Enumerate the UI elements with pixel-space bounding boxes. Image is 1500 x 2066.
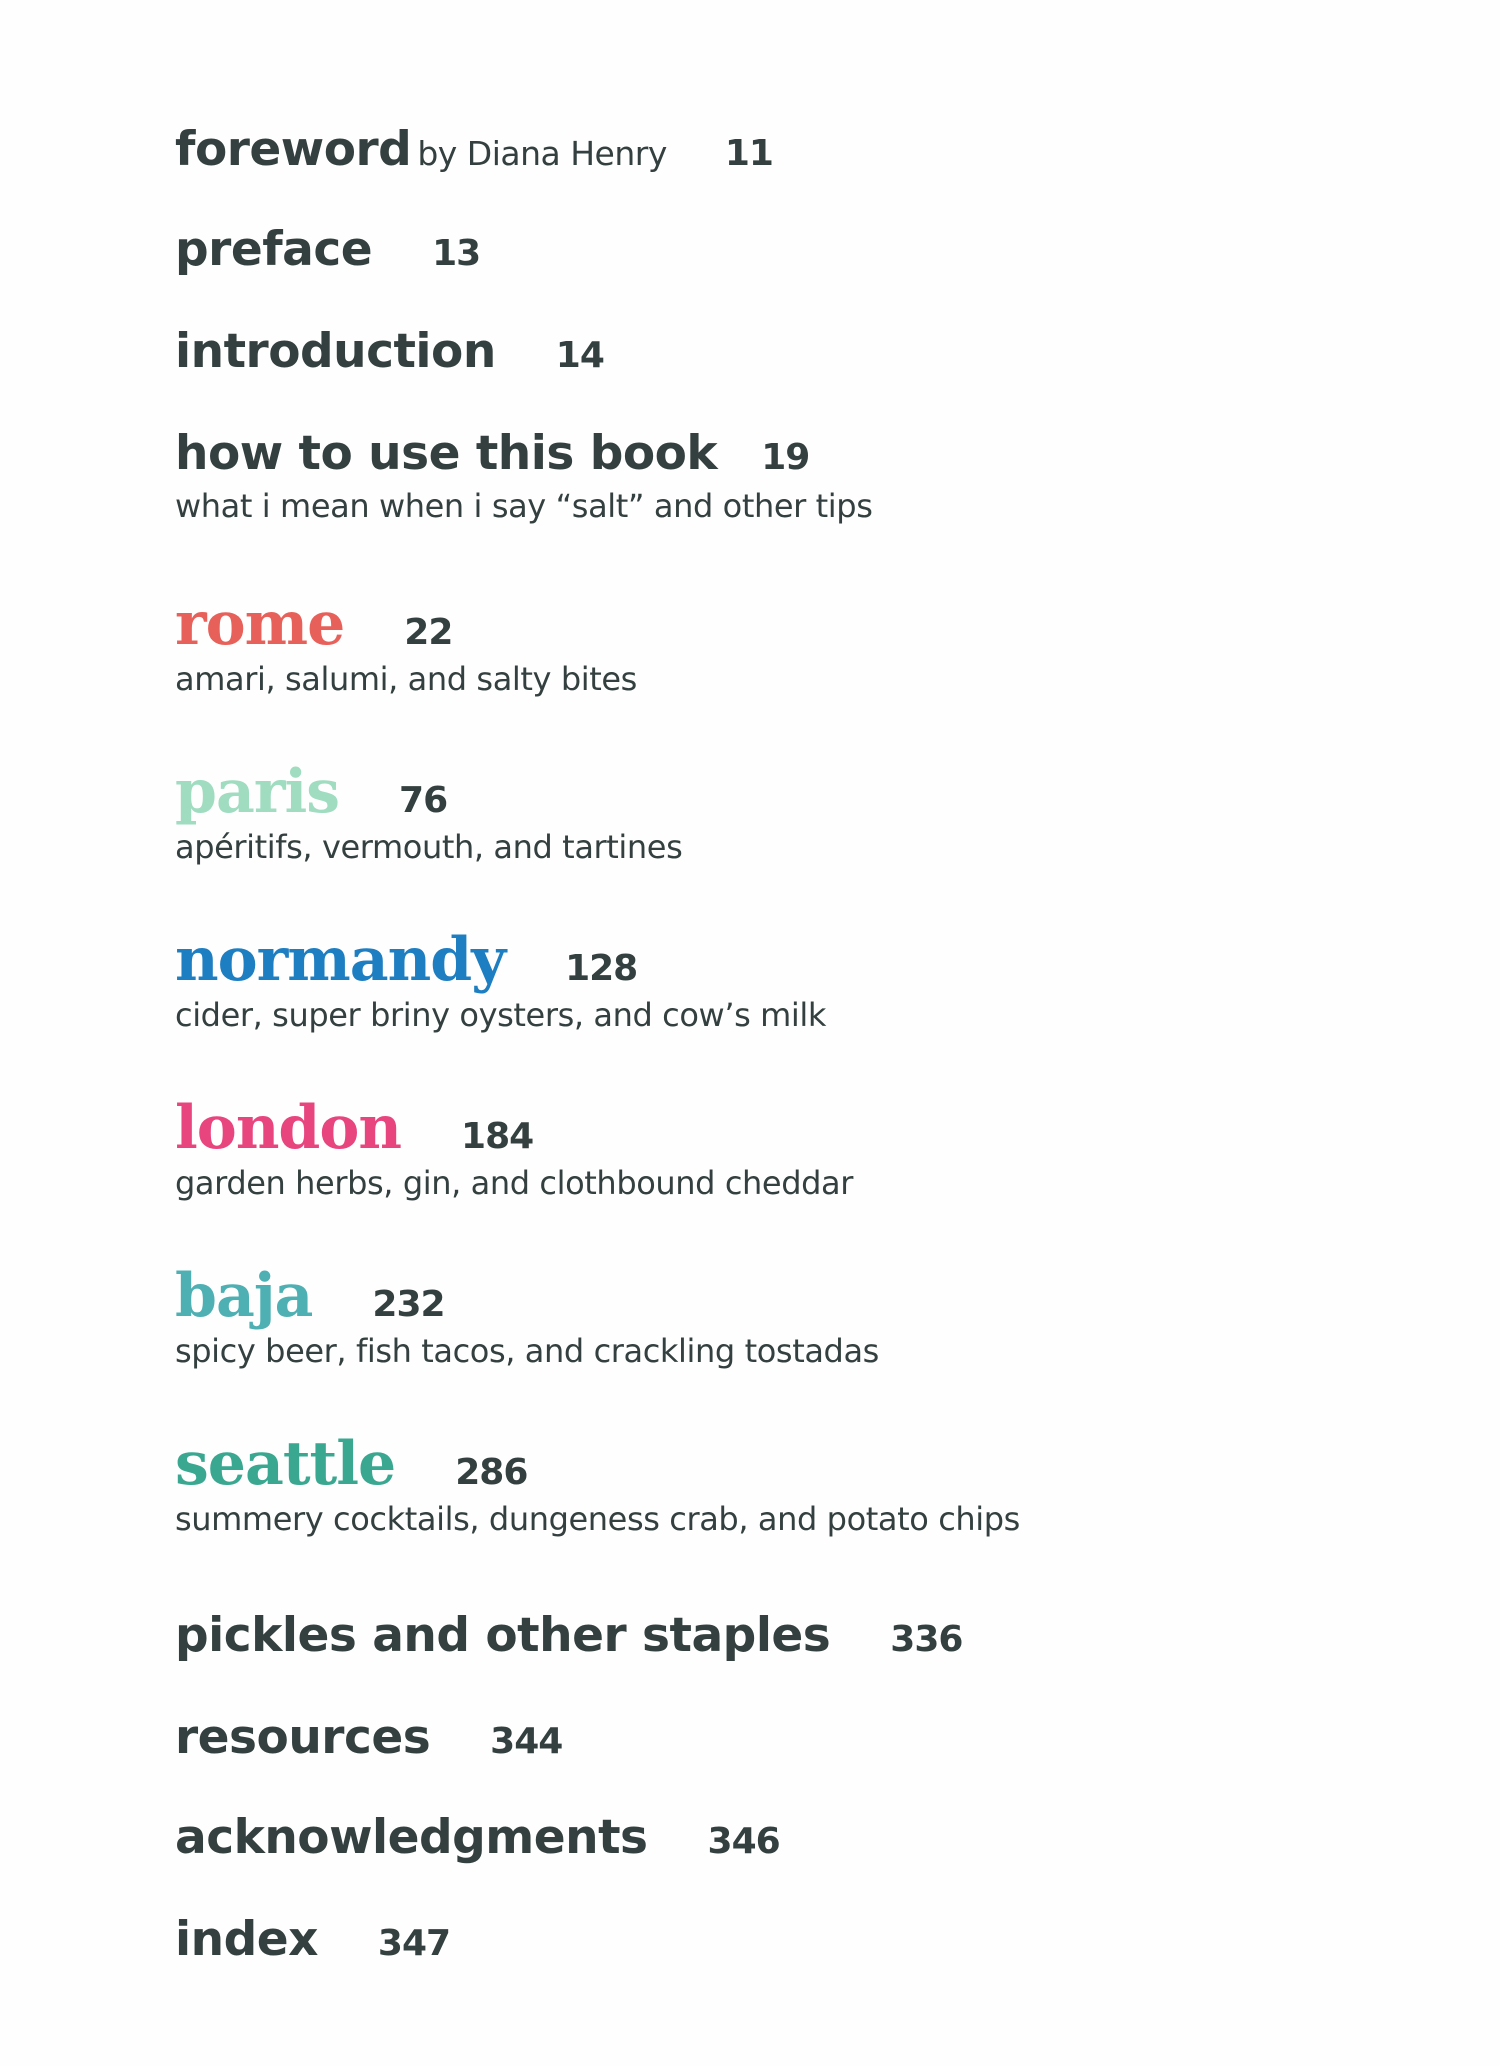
toc-title: index xyxy=(175,1912,318,1967)
toc-title: rome xyxy=(175,589,345,659)
toc-subtitle: what i mean when i say “salt” and other tips xyxy=(175,487,873,525)
toc-title: seattle xyxy=(175,1429,396,1499)
toc-title: baja xyxy=(175,1261,313,1331)
toc-page-number: 13 xyxy=(432,233,481,274)
toc-entry-introduction[interactable] xyxy=(175,324,604,379)
toc-entry-normandy[interactable] xyxy=(175,925,827,1034)
toc-subtitle: amari, salumi, and salty bites xyxy=(175,660,637,698)
toc-title: resources xyxy=(175,1710,431,1765)
toc-entry-preface[interactable] xyxy=(175,222,480,277)
toc-title: preface xyxy=(175,222,373,277)
toc-entry-index[interactable] xyxy=(175,1912,450,1967)
toc-entry-london[interactable] xyxy=(175,1093,854,1202)
toc-entry-foreword[interactable] xyxy=(175,122,773,177)
toc-subtitle: summery cocktails, dungeness crab, and potato chips xyxy=(175,1500,1020,1538)
toc-page-number: 344 xyxy=(490,1721,563,1762)
toc-entry-paris[interactable] xyxy=(175,757,683,866)
toc-title: london xyxy=(175,1093,402,1163)
toc-title: foreword xyxy=(175,122,412,177)
toc-title: how to use this book xyxy=(175,426,718,481)
toc-title: introduction xyxy=(175,324,496,379)
toc-page-number: 336 xyxy=(890,1619,963,1660)
toc-page-number: 11 xyxy=(724,133,773,174)
toc-entry-seattle[interactable] xyxy=(175,1429,1020,1538)
toc-title: normandy xyxy=(175,925,506,995)
toc-page-number: 128 xyxy=(565,948,638,989)
toc-title: pickles and other staples xyxy=(175,1608,831,1663)
toc-entry-rome[interactable] xyxy=(175,589,637,698)
toc-page-number: 286 xyxy=(455,1452,528,1493)
toc-page-number: 76 xyxy=(399,780,448,821)
toc-entry-how-to-use[interactable] xyxy=(175,426,872,525)
toc-entry-resources[interactable] xyxy=(175,1710,562,1765)
toc-subtitle: cider, super briny oysters, and cow’s milk xyxy=(175,996,827,1034)
toc-title: paris xyxy=(175,757,340,827)
toc-title: acknowledgments xyxy=(175,1810,648,1865)
toc-page-number: 19 xyxy=(761,437,810,478)
toc-page-number: 14 xyxy=(555,335,604,376)
toc-page-number: 347 xyxy=(377,1923,451,1964)
toc-page-number: 346 xyxy=(707,1821,780,1862)
toc-subtitle: spicy beer, fish tacos, and crackling tostadas xyxy=(175,1332,879,1370)
toc-page-number: 22 xyxy=(404,612,453,653)
toc-page-number: 184 xyxy=(461,1116,534,1157)
toc-subtitle: apéritifs, vermouth, and tartines xyxy=(175,828,683,866)
toc-subtitle: garden herbs, gin, and clothbound cheddar xyxy=(175,1164,854,1202)
toc-entry-baja[interactable] xyxy=(175,1261,879,1370)
toc-byline: by Diana Henry xyxy=(417,134,667,173)
toc-entry-acknowledgments[interactable] xyxy=(175,1810,780,1865)
toc-page-number: 232 xyxy=(372,1284,445,1325)
toc-entry-pickles[interactable] xyxy=(175,1608,962,1663)
